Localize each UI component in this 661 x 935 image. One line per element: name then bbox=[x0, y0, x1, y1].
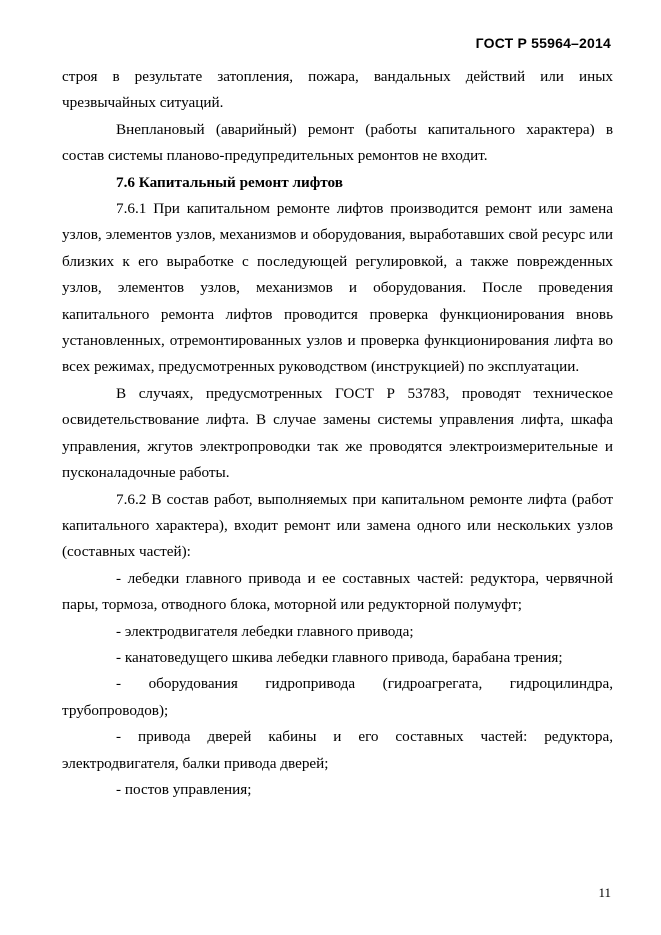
list-item-electric-motor: - электродвигателя лебедки главного привода; bbox=[116, 622, 414, 640]
page-number: 11 bbox=[598, 885, 611, 900]
list-item-main-drive-winch: - лебедки главного привода и ее составных частей: редуктора, червячной пары, тормоза, отводного блока, моторной или редукторной полумуфт; bbox=[62, 569, 613, 614]
paragraph-unplanned-repair: Внеплановый (аварийный) ремонт (работы капитального характера) в состав системы планово-предупредительных ремонтов не входит. bbox=[62, 120, 613, 165]
section-heading-7-6: 7.6 Капитальный ремонт лифтов bbox=[116, 173, 343, 191]
list-item-hydraulic-drive: - оборудования гидропривода (гидроагрегата, гидроцилиндра, трубопроводов); bbox=[62, 675, 613, 719]
paragraph-7-6-1: 7.6.1 При капитальном ремонте лифтов производится ремонт или замена узлов, элементов узлов, механизмов и оборудования, выработавших свой ресурс или близких к его выработке с последующей регулировкой, а также поврежденных узлов, элементов узлов, механизмов и оборудования. После проведения капитального ремонта лифтов проводится проверка функционирования вновь установленных, отремонтированных узлов и проверка функционирования лифта во всех режимах, предусмотренных руководством (инструкцией) по эксплуатации. bbox=[62, 200, 613, 376]
list-item-traction-sheave: - канатоведущего шкива лебедки главного привода, барабана трения; bbox=[116, 648, 563, 666]
list-item-control-posts: - постов управления; bbox=[116, 780, 252, 798]
list-item-door-drive: - привода дверей кабины и его составных частей: редуктора, электродвигателя, балки привода дверей; bbox=[62, 728, 613, 772]
paragraph-technical-inspection: В случаях, предусмотренных ГОСТ Р 53783, проводят техническое освидетельствование лифта. В случае замены системы управления лифта, шкафа управления, жгутов электропроводки так же проводятся электроизмерительные и пусконаладочные работы. bbox=[62, 384, 613, 482]
paragraph-continuation: строя в результате затопления, пожара, вандальных действий или иных чрезвычайных ситуаций. bbox=[62, 68, 613, 112]
paragraph-7-6-2: 7.6.2 В состав работ, выполняемых при капитальном ремонте лифта (работ капитального характера), входит ремонт или замена одного или нескольких узлов (составных частей): bbox=[62, 490, 613, 561]
page-body bbox=[62, 64, 613, 803]
document-header-standard-number: ГОСТ Р 55964–2014 bbox=[475, 35, 611, 51]
